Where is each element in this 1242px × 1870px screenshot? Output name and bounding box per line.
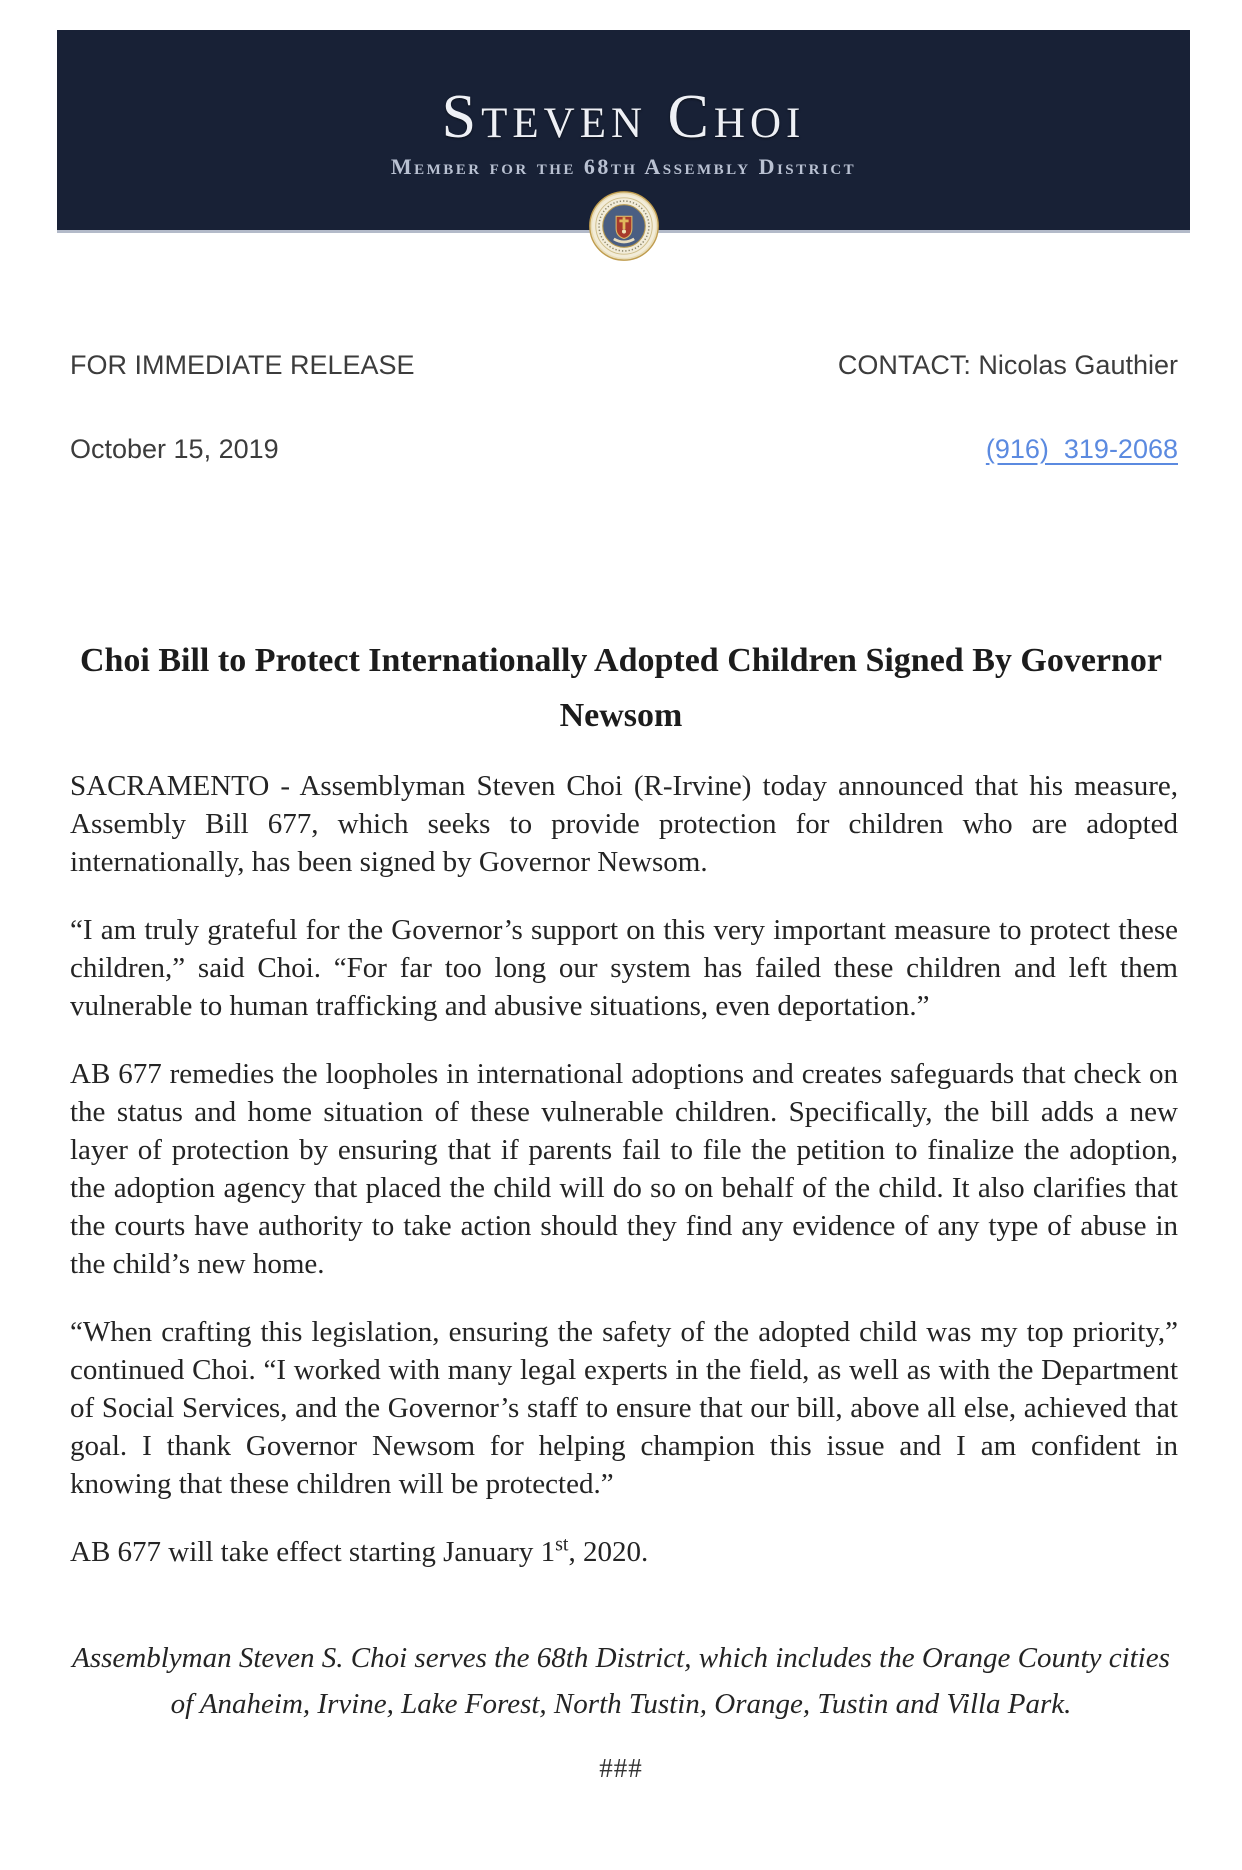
effective-date-ordinal: st: [555, 1533, 569, 1556]
member-district-subtitle: Member for the 68th Assembly District: [390, 154, 857, 179]
press-release-end-mark: ###: [599, 1753, 643, 1783]
effective-date-suffix: , 2020.: [568, 1536, 649, 1568]
member-name: Steven Choi: [441, 83, 806, 151]
contact-phone-link[interactable]: (916) 319-2068: [985, 434, 1178, 464]
paragraph-effective-date: [70, 1533, 1178, 1571]
contact-label: CONTACT: Nicolas Gauthier: [837, 350, 1178, 380]
district-footer-note: Assemblyman Steven S. Choi serves the 68th District, which includes the Orange County cities of Anaheim, Irvine, Lake Forest, North Tustin, Orange, Tustin and Villa Park.: [72, 1642, 1170, 1720]
paragraph-sacramento: SACRAMENTO - Assemblyman Steven Choi (R-Irvine) today announced that his measure, Assembly Bill 677, which seeks to provide protection for children who are adopted internationally, has been signed by Governor Newsom.: [70, 770, 1178, 878]
assembly-seal-icon: [587, 189, 661, 263]
paragraph-quote-2: “When crafting this legislation, ensuring the safety of the adopted child was my top priority,” continued Choi. “I worked with many legal experts in the field, as well as with the Department of Social Services, and the Governor’s staff to ensure that our bill, above all else, achieved that goal. I thank Governor Newsom for helping champion this issue and I am confident in knowing that these children will be protected.”: [70, 1316, 1178, 1500]
article-body: [0, 767, 1242, 1784]
paragraph-ab677-details: AB 677 remedies the loopholes in international adoptions and creates safeguards that check on the status and home situation of these vulnerable children. Specifically, the bill adds a new layer of protection by ensuring that if parents fail to file the petition to finalize the adoption, the adoption agency that placed the child will do so on behalf of the child. It also clarifies that the courts have authority to take action should they find any evidence of any type of abuse in the child’s new home.: [70, 1058, 1178, 1280]
release-date: October 15, 2019: [70, 434, 279, 464]
article-title: Choi Bill to Protect Internationally Adopted Children Signed By Governor Newsom: [79, 642, 1163, 734]
header-band: [57, 30, 1190, 233]
effective-date-prefix: AB 677 will take effect starting January 1: [70, 1536, 556, 1568]
date-row: [70, 433, 1178, 465]
release-label: FOR IMMEDIATE RELEASE: [70, 350, 415, 380]
paragraph-quote-1: “I am truly grateful for the Governor’s support on this very important measure to protect these children,” said Choi. “For far too long our system has failed these children and left them vulnerable to human trafficking and abusive situations, even deportation.”: [70, 914, 1178, 1022]
release-row: [70, 349, 1178, 381]
